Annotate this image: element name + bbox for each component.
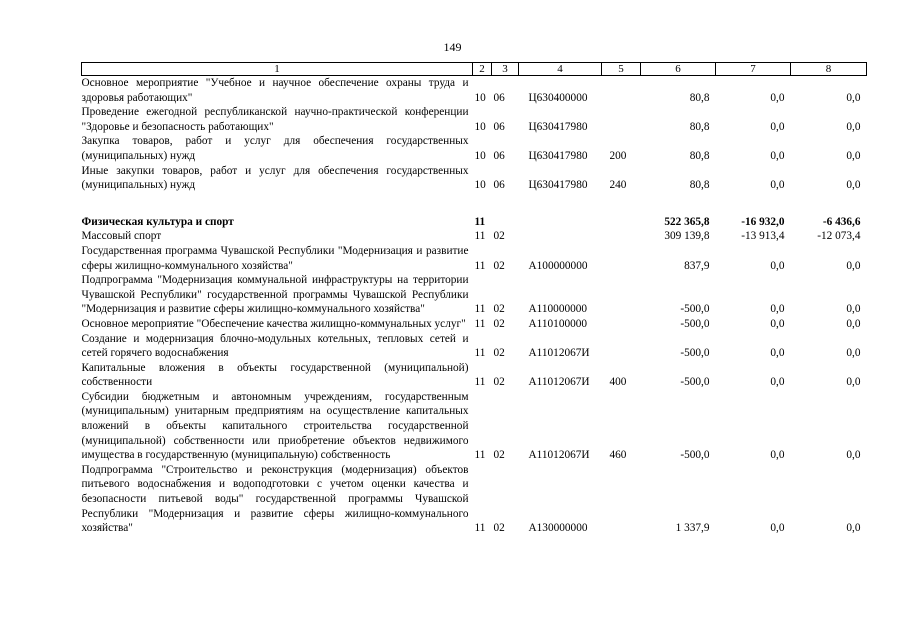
amount-col8: -12 073,4: [817, 230, 861, 243]
chapter-code: 11: [474, 259, 486, 272]
amount-col6: -500,0: [680, 376, 710, 389]
subsection-code: [492, 215, 519, 230]
expense-type-code: [602, 463, 641, 536]
expense-type-code: [602, 105, 641, 134]
amount-col6: 80,8: [689, 149, 710, 162]
row-name: Подпрограмма "Строительство и реконструкция (модернизация) объектов питьевого водоснабжения и водоподготовки с учетом оценки качества и безопасности питьевой воды" государственной программы Чувашской Республики "Модернизация и развитие сферы жилищно-коммунального хозяйства": [81, 463, 469, 535]
amount-col6: 80,8: [689, 91, 710, 104]
target-article-code: Ц630417980: [528, 149, 588, 162]
amount-col6: 80,8: [689, 120, 710, 133]
subsection-code: 06: [493, 179, 505, 192]
expense-type-code: 460: [609, 449, 627, 462]
amount-col8: -6 436,6: [822, 215, 861, 228]
target-article-code: А11012067И: [528, 376, 590, 389]
table-row: [82, 390, 867, 463]
amount-col7: 0,0: [770, 522, 785, 535]
subsection-code: 02: [493, 522, 505, 535]
amount-col7: 0,0: [770, 149, 785, 162]
chapter-code: 11: [474, 449, 486, 462]
header-row: [82, 63, 867, 76]
table-row: [82, 229, 867, 244]
amount-col7: 0,0: [770, 317, 785, 330]
amount-col7: 0,0: [770, 347, 785, 360]
expense-type-code: [602, 317, 641, 332]
chapter-code: 10: [474, 120, 486, 133]
table-row: [82, 361, 867, 390]
chapter-code: 10: [474, 179, 486, 192]
subsection-code: 02: [493, 259, 505, 272]
amount-col7: 0,0: [770, 259, 785, 272]
chapter-code: 11: [474, 303, 486, 316]
chapter-code: 11: [474, 230, 486, 243]
subsection-code: 02: [493, 347, 505, 360]
target-article-code: А130000000: [528, 522, 588, 535]
amount-col7: 0,0: [770, 120, 785, 133]
amount-col7: 0,0: [770, 303, 785, 316]
expense-type-code: [602, 76, 641, 106]
section-row: [82, 215, 867, 230]
amount-col8: 0,0: [846, 259, 861, 272]
table-row: [82, 105, 867, 134]
amount-col6: -500,0: [680, 347, 710, 360]
subsection-code: 02: [493, 317, 505, 330]
spacer-cell: [82, 193, 867, 215]
subsection-code: 02: [493, 449, 505, 462]
chapter-code: 10: [474, 91, 486, 104]
amount-col8: 0,0: [846, 303, 861, 316]
row-name: Иные закупки товаров, работ и услуг для обеспечения государственных (муниципальных) нужд: [81, 164, 469, 192]
expense-type-code: 400: [609, 376, 627, 389]
column-header: 7: [716, 63, 791, 76]
table-row: [82, 273, 867, 317]
expense-type-code: [602, 215, 641, 230]
column-header: 1: [82, 63, 473, 76]
chapter-code: 11: [474, 215, 486, 228]
column-header: 4: [519, 63, 602, 76]
amount-col6: 309 139,8: [664, 230, 710, 243]
target-article-code: Ц630417980: [528, 179, 588, 192]
amount-col8: 0,0: [846, 149, 861, 162]
chapter-code: 11: [474, 376, 486, 389]
chapter-code: 11: [474, 317, 486, 330]
table-row: [82, 76, 867, 106]
chapter-code: 11: [474, 522, 486, 535]
amount-col8: 0,0: [846, 347, 861, 360]
expense-type-code: [602, 273, 641, 317]
column-header: 8: [791, 63, 867, 76]
expense-type-code: [602, 332, 641, 361]
table-row: [82, 134, 867, 163]
amount-col8: 0,0: [846, 179, 861, 192]
table-row: [82, 244, 867, 273]
expense-type-code: [602, 244, 641, 273]
target-article-code: [519, 229, 602, 244]
target-article-code: Ц630417980: [528, 120, 588, 133]
amount-col7: -16 932,0: [741, 215, 785, 228]
row-name: Создание и модернизация блочно-модульных котельных, тепловых сетей и сетей горячего водоснабжения: [81, 332, 469, 360]
amount-col8: 0,0: [846, 376, 861, 389]
amount-col7: -13 913,4: [741, 230, 785, 243]
target-article-code: Ц630400000: [528, 91, 588, 104]
column-header: 2: [473, 63, 492, 76]
amount-col6: -500,0: [680, 303, 710, 316]
section-title: Физическая культура и спорт: [81, 215, 234, 228]
amount-col6: 1 337,9: [675, 522, 710, 535]
row-name: Основное мероприятие "Обеспечение качества жилищно-коммунальных услуг": [81, 317, 466, 330]
amount-col6: 80,8: [689, 179, 710, 192]
target-article-code: А100000000: [528, 259, 588, 272]
amount-col8: 0,0: [846, 522, 861, 535]
row-name: Проведение ежегодной республиканской научно-практической конференции "Здоровье и безопасность работающих": [81, 106, 469, 133]
chapter-code: 11: [474, 347, 486, 360]
subsection-code: 02: [493, 303, 505, 316]
chapter-code: 10: [474, 149, 486, 162]
amount-col6: -500,0: [680, 317, 710, 330]
target-article-code: А11012067И: [528, 449, 590, 462]
column-header: 3: [492, 63, 519, 76]
amount-col7: 0,0: [770, 449, 785, 462]
row-name: Основное мероприятие "Учебное и научное обеспечение охраны труда и здоровья работающих": [81, 77, 469, 104]
amount-col7: 0,0: [770, 376, 785, 389]
amount-col7: 0,0: [770, 91, 785, 104]
subsection-code: 02: [493, 230, 505, 243]
row-name: Субсидии бюджетным и автономным учреждениям, государственным (муниципальным) унитарным предприятиям на осуществление капитальных вложений в объекты капитального строительства государственной (муниципальной) собственности или приобретение объектов недвижимого имущества в государственную (муниципальную) собственность: [81, 390, 469, 462]
table-row: [82, 463, 867, 536]
amount-col6: 522 365,8: [664, 215, 710, 228]
target-article-code: А110000000: [528, 303, 588, 316]
spacer-row: [82, 193, 867, 215]
expense-type-code: [602, 229, 641, 244]
row-name: Подпрограмма "Модернизация коммунальной инфраструктуры на территории Чувашской Республики" государственной программы Чувашской Республики "Модернизация и развитие сферы жилищно-коммунального хозяйства": [81, 274, 469, 316]
page-number: 149: [443, 40, 462, 54]
target-article-code: А11012067И: [528, 347, 590, 360]
amount-col8: 0,0: [846, 120, 861, 133]
row-name: Капитальные вложения в объекты государственной (муниципальной) собственности: [81, 361, 469, 389]
amount-col7: 0,0: [770, 179, 785, 192]
amount-col8: 0,0: [846, 449, 861, 462]
expense-type-code: 240: [609, 179, 627, 192]
column-header: 5: [602, 63, 641, 76]
target-article-code: А110100000: [528, 317, 588, 330]
table-row: [82, 317, 867, 332]
amount-col6: 837,9: [684, 259, 710, 272]
subsection-code: 06: [493, 91, 505, 104]
row-name: Массовый спорт: [81, 230, 162, 243]
row-name: Государственная программа Чувашской Республики "Модернизация и развитие сферы жилищно-коммунального хозяйства": [81, 244, 469, 272]
amount-col8: 0,0: [846, 91, 861, 104]
column-header: 6: [641, 63, 716, 76]
subsection-code: 06: [493, 149, 505, 162]
amount-col8: 0,0: [846, 317, 861, 330]
budget-table: [81, 62, 867, 536]
subsection-code: 02: [493, 376, 505, 389]
table-row: [82, 164, 867, 193]
target-article-code: [519, 215, 602, 230]
subsection-code: 06: [493, 120, 505, 133]
expense-type-code: 200: [609, 149, 627, 162]
amount-col6: -500,0: [680, 449, 710, 462]
table-row: [82, 332, 867, 361]
row-name: Закупка товаров, работ и услуг для обеспечения государственных (муниципальных) нужд: [81, 135, 469, 162]
